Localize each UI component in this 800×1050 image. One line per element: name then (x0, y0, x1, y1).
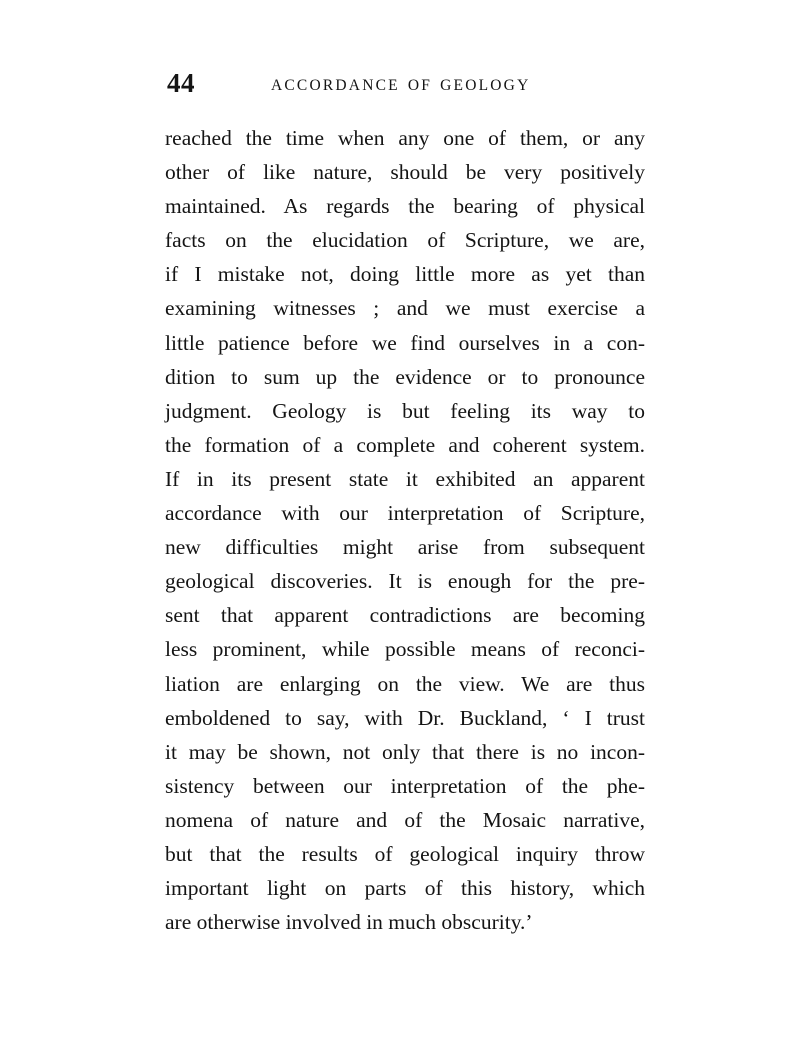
text-line: the formation of a complete and coherent system. (165, 432, 645, 457)
text-line: facts on the elucidation of Scripture, we are, (165, 228, 645, 253)
running-head (167, 68, 643, 108)
text-line: reached the time when any one of them, or any (165, 126, 645, 150)
text-line: other of like nature, should be very positively (165, 160, 645, 185)
text-line: maintained. As regards the bearing of physical (165, 194, 645, 219)
text-line: examining witnesses ; and we must exercise a (165, 296, 645, 321)
body-text (165, 121, 645, 939)
text-line: it may be shown, not only that there is no incon- (165, 739, 645, 764)
text-line: liation are enlarging on the view. We are thus (165, 671, 645, 696)
text-line: geological discoveries. It is enough for the pre- (165, 569, 645, 594)
text-line: nomena of nature and of the Mosaic narrative, (165, 807, 645, 832)
text-line: dition to sum up the evidence or to pronounce (165, 364, 645, 389)
page-number: 44 (167, 68, 195, 98)
text-line: if I mistake not, doing little more as yet than (165, 262, 645, 287)
text-line: judgment. Geology is but feeling its way to (165, 398, 645, 423)
text-line: emboldened to say, with Dr. Buckland, ‘ I trust (165, 705, 645, 730)
text-line-last: are otherwise involved in much obscurity.’ (165, 910, 533, 935)
text-line: new difficulties might arise from subsequent (165, 535, 645, 560)
text-line: important light on parts of this history, which (165, 876, 645, 901)
text-line: little patience before we find ourselves in a con- (165, 330, 645, 355)
running-title: ACCORDANCE OF GEOLOGY (271, 77, 531, 94)
text-line: less prominent, while possible means of reconci- (165, 637, 645, 662)
text-line: If in its present state it exhibited an apparent (165, 466, 645, 491)
text-line: sistency between our interpretation of the phe- (165, 773, 645, 798)
text-line: sent that apparent contradictions are becoming (165, 603, 645, 628)
text-line: but that the results of geological inquiry throw (165, 841, 645, 866)
text-line: accordance with our interpretation of Scripture, (165, 501, 645, 526)
